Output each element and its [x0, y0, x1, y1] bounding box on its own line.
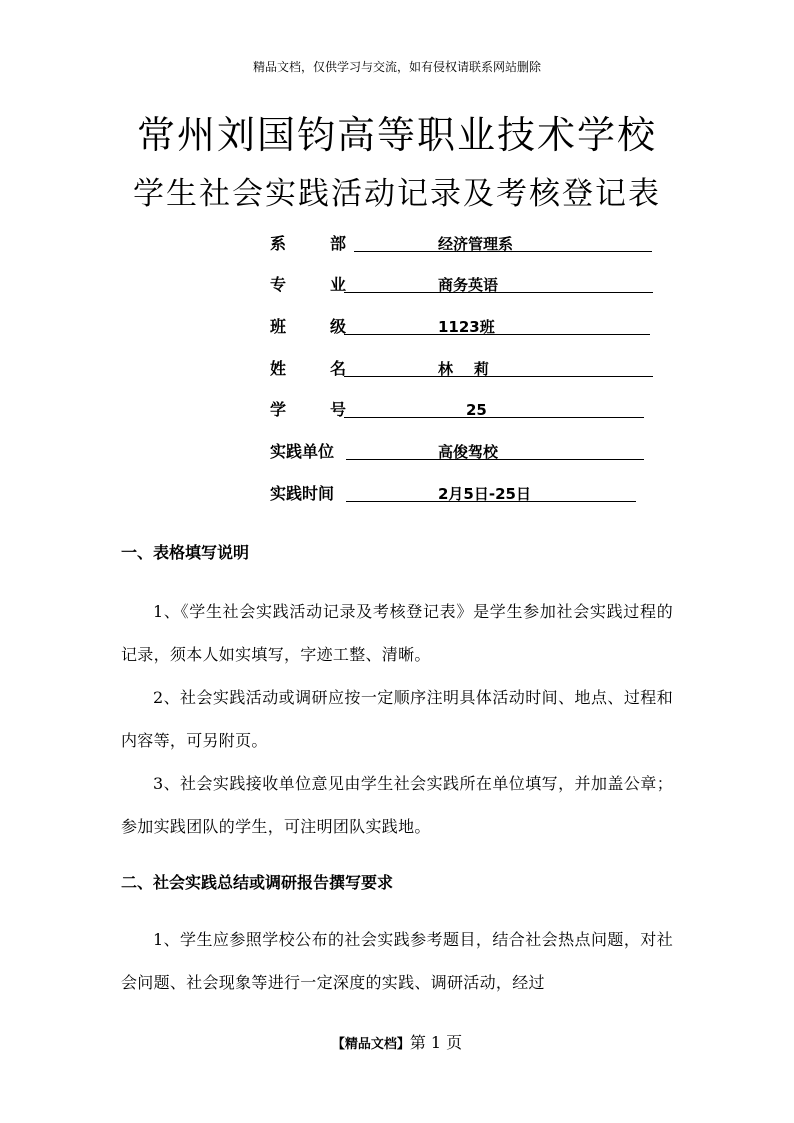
field-value-name: 林 莉 [438, 360, 489, 378]
section-heading-instructions: 一、表格填写说明 [121, 543, 250, 562]
field-value-department: 经济管理系 [438, 235, 514, 253]
page-number: 第 1 页 [409, 1033, 463, 1052]
field-label-practice-unit: 实践单位 [270, 442, 335, 461]
watermark-text: 精品文档，仅供学习与交流，如有侵权请联系网站删除 [252, 60, 541, 74]
school-name: 常州刘国钧高等职业技术学校 [136, 113, 657, 157]
field-value-practice-unit: 高俊驾校 [438, 443, 499, 461]
field-label-practice-time: 实践时间 [270, 484, 335, 503]
field-label-class: 班 级 [270, 317, 346, 336]
footer-tag: 【精品文档】 [331, 1037, 410, 1052]
field-value-class: 1123班 [438, 318, 495, 336]
field-underline [344, 417, 644, 418]
field-value-major: 商务英语 [438, 276, 499, 294]
paragraph: 2、社会实践活动或调研应按一定顺序注明具体活动时间、地点、过程和内容等，可另附页。 [121, 688, 673, 750]
page-footer [0, 1030, 794, 1053]
field-label-department: 系 部 [270, 234, 346, 253]
field-underline [344, 334, 650, 335]
field-value-student-id: 25 [466, 401, 487, 419]
paragraph: 3、社会实践接收单位意见由学生社会实践所在单位填写，并加盖公章；参加实践团队的学生，可注明团队实践地。 [121, 774, 673, 836]
paragraph: 1、《学生社会实践活动记录及考核登记表》是学生参加社会实践过程的记录，须本人如实填写，字迹工整、清晰。 [121, 602, 673, 664]
field-value-practice-time: 2月5日-25日 [438, 485, 531, 503]
field-label-student-id: 学 号 [270, 400, 346, 419]
form-title: 学生社会实践活动记录及考核登记表 [133, 176, 661, 212]
section-heading-report-requirements: 二、社会实践总结或调研报告撰写要求 [121, 873, 394, 892]
field-label-name: 姓 名 [270, 359, 346, 378]
field-underline [344, 376, 653, 377]
field-label-major: 专 业 [270, 275, 346, 294]
field-underline [344, 292, 653, 293]
paragraph: 1、学生应参照学校公布的社会实践参考题目，结合社会热点问题，对社会问题、社会现象等进行一定深度的实践、调研活动，经过 [121, 930, 673, 992]
